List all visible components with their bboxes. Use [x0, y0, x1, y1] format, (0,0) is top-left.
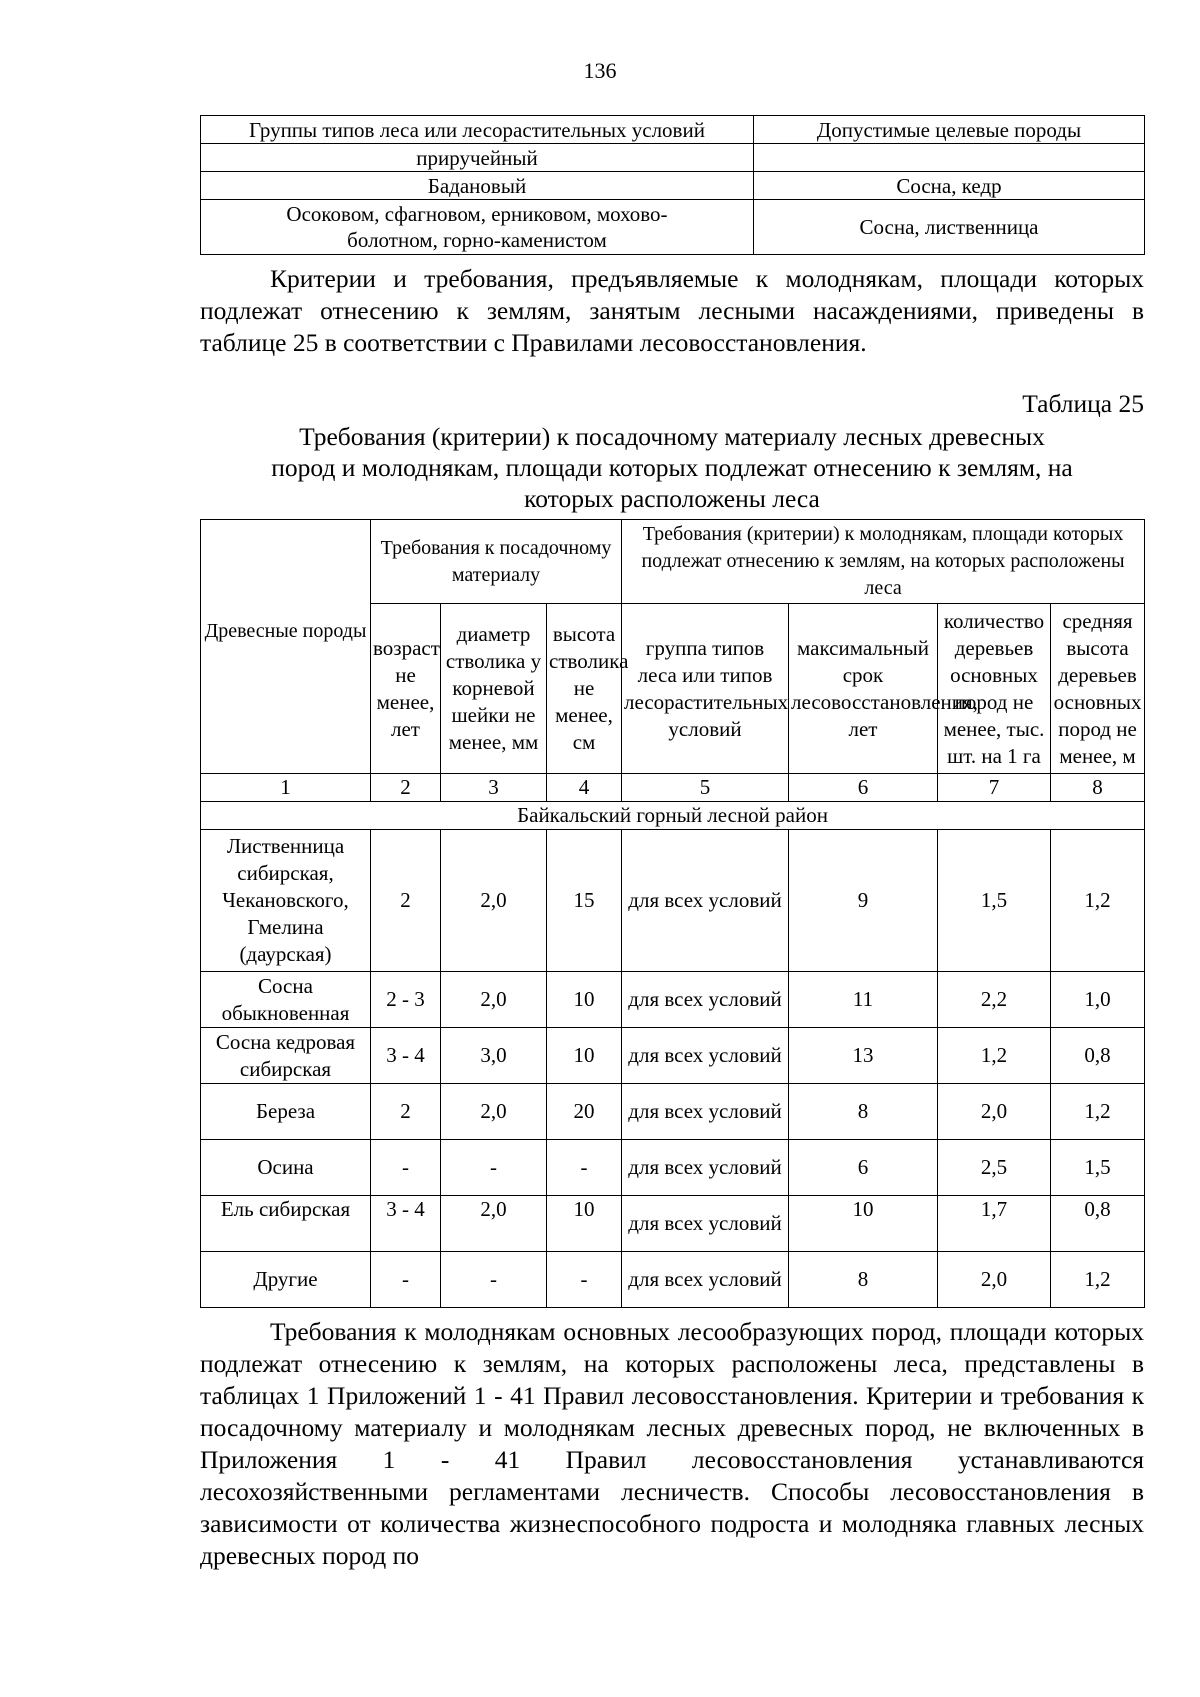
- table-title-line3: которых расположены леса: [524, 484, 820, 513]
- cell-group: приручейный: [201, 144, 754, 172]
- cell-group-line2: болотном, горно-каменистом: [347, 228, 607, 252]
- table-header-row: [201, 116, 1145, 144]
- cell-avg-height: 0,8: [1051, 1196, 1145, 1252]
- paragraph-criteria: [200, 263, 1144, 359]
- cell-diameter: 2,0: [441, 830, 547, 972]
- cell-term: 11: [789, 972, 938, 1028]
- cell-forest-group: для всех условий: [622, 972, 789, 1028]
- header-age: возраст не менее, лет: [371, 604, 441, 774]
- table-title-line2: пород и молоднякам, площади которых подлежат отнесению к землям, на: [271, 453, 1073, 482]
- table-row: [201, 200, 1145, 255]
- cell-age: -: [371, 1140, 441, 1196]
- cell-forest-group: для всех условий: [622, 1196, 789, 1252]
- cell-forest-group: для всех условий: [622, 1252, 789, 1308]
- table-row: [201, 1028, 1145, 1084]
- forest-groups-table: [200, 115, 1145, 255]
- column-numbers-row: [201, 774, 1145, 802]
- column-number: 2: [371, 774, 441, 802]
- cell-species: Сосна обыкновенная: [201, 972, 371, 1028]
- cell-avg-height: 1,5: [1051, 1140, 1145, 1196]
- table-title-line1: Требования (критерии) к посадочному материалу лесных древесных: [299, 422, 1045, 451]
- header-diameter: диаметр стволика у корневой шейки не менее, мм: [441, 604, 547, 774]
- header-avg-height: средняя высота деревьев основных пород не менее, м: [1051, 604, 1145, 774]
- cell-height: 15: [547, 830, 622, 972]
- column-number: 5: [622, 774, 789, 802]
- table-row: [201, 1084, 1145, 1140]
- cell-count: 2,0: [938, 1252, 1051, 1308]
- table-row: [201, 830, 1145, 972]
- cell-diameter: 2,0: [441, 1084, 547, 1140]
- cell-height: 10: [547, 1028, 622, 1084]
- cell-term: 13: [789, 1028, 938, 1084]
- cell-species: [754, 144, 1145, 172]
- cell-forest-group: для всех условий: [622, 1140, 789, 1196]
- header-young-stands: Требования (критерии) к молоднякам, площади которых подлежат отнесению к землям, на которых расположены леса: [622, 520, 1145, 604]
- cell-avg-height: 1,0: [1051, 972, 1145, 1028]
- cell-species: Сосна кедровая сибирская: [201, 1028, 371, 1084]
- cell-height: 20: [547, 1084, 622, 1140]
- cell-avg-height: 1,2: [1051, 830, 1145, 972]
- cell-avg-height: 1,2: [1051, 1084, 1145, 1140]
- cell-group: [201, 200, 754, 255]
- cell-species: Сосна, кедр: [754, 172, 1145, 200]
- column-number: 8: [1051, 774, 1145, 802]
- cell-species: Сосна, лиственница: [754, 200, 1145, 255]
- table-header-row: [201, 520, 1145, 604]
- paragraph-requirements-text: Требования к молоднякам основных лесообразующих пород, площади которых подлежат отнесению к землям, на которых расположены леса, представлены в таблицах 1 Приложений 1 - 41 Правил лесовосстановления. Критерии и требования к посадочному материалу и молоднякам лесных древесных пород, не включенных в Приложения 1 - 41 Правил лесовосстановления устанавливаются лесохозяйственными регламентами лесничеств. Способы лесовосстановления в зависимости от количества жизнеспособного подроста и молодняка главных лесных древесных пород по: [200, 1317, 1144, 1570]
- paragraph-requirements: [200, 1316, 1144, 1572]
- page-number: 136: [583, 58, 617, 83]
- cell-species: Осина: [201, 1140, 371, 1196]
- cell-height: 10: [547, 1196, 622, 1252]
- table-row: [201, 1252, 1145, 1308]
- cell-diameter: 3,0: [441, 1028, 547, 1084]
- table-row: [201, 172, 1145, 200]
- header-forest-type-group: группа типов леса или типов лесорастительных условий: [622, 604, 789, 774]
- cell-height: -: [547, 1252, 622, 1308]
- cell-height: 10: [547, 972, 622, 1028]
- requirements-table: [200, 519, 1145, 1308]
- cell-count: 1,7: [938, 1196, 1051, 1252]
- cell-term: 9: [789, 830, 938, 972]
- cell-count: 1,5: [938, 830, 1051, 972]
- cell-group: Бадановый: [201, 172, 754, 200]
- header-max-term: максимальный срок лесовосстановления, лет: [789, 604, 938, 774]
- header-species: Древесные породы: [201, 520, 371, 774]
- cell-forest-group: для всех условий: [622, 1084, 789, 1140]
- cell-avg-height: 0,8: [1051, 1028, 1145, 1084]
- cell-species: Лиственница сибирская, Чекановского, Гмелина (даурская): [201, 830, 371, 972]
- table-label: Таблица 25: [1022, 389, 1144, 418]
- cell-species: Другие: [201, 1252, 371, 1308]
- cell-diameter: 2,0: [441, 1196, 547, 1252]
- table-row: [201, 144, 1145, 172]
- header-height: высота стволика не менее, см: [547, 604, 622, 774]
- header-target-species: Допустимые целевые породы: [754, 116, 1145, 144]
- cell-species: Береза: [201, 1084, 371, 1140]
- table-row: [201, 1196, 1145, 1252]
- cell-age: 2 - 3: [371, 972, 441, 1028]
- cell-count: 2,5: [938, 1140, 1051, 1196]
- column-number: 4: [547, 774, 622, 802]
- column-number: 7: [938, 774, 1051, 802]
- cell-species: Ель сибирская: [201, 1196, 371, 1252]
- cell-group-line1: Осоковом, сфагновом, ерниковом, мохово-: [286, 202, 668, 226]
- cell-count: 2,2: [938, 972, 1051, 1028]
- cell-count: 2,0: [938, 1084, 1051, 1140]
- cell-age: 3 - 4: [371, 1196, 441, 1252]
- cell-avg-height: 1,2: [1051, 1252, 1145, 1308]
- column-number: 6: [789, 774, 938, 802]
- region-row: [201, 802, 1145, 830]
- cell-forest-group: для всех условий: [622, 1028, 789, 1084]
- cell-age: 2: [371, 830, 441, 972]
- cell-term: 8: [789, 1084, 938, 1140]
- cell-diameter: 2,0: [441, 972, 547, 1028]
- header-forest-groups: Группы типов леса или лесорастительных условий: [201, 116, 754, 144]
- header-planting-material: Требования к посадочному материалу: [371, 520, 622, 604]
- cell-age: 2: [371, 1084, 441, 1140]
- cell-term: 8: [789, 1252, 938, 1308]
- cell-forest-group: для всех условий: [622, 830, 789, 972]
- region-name: Байкальский горный лесной район: [201, 802, 1145, 830]
- cell-term: 6: [789, 1140, 938, 1196]
- header-tree-count: количество деревьев основных пород не менее, тыс. шт. на 1 га: [938, 604, 1051, 774]
- paragraph-criteria-text: Критерии и требования, предъявляемые к молоднякам, площади которых подлежат отнесению к землям, занятым лесными насаждениями, приведены в таблице 25 в соответствии с Правилами лесовосстановления.: [200, 264, 1144, 357]
- cell-age: 3 - 4: [371, 1028, 441, 1084]
- table-row: [201, 972, 1145, 1028]
- cell-term: 10: [789, 1196, 938, 1252]
- cell-age: -: [371, 1252, 441, 1308]
- cell-height: -: [547, 1140, 622, 1196]
- table-title: [200, 421, 1144, 514]
- cell-diameter: -: [441, 1140, 547, 1196]
- table-row: [201, 1140, 1145, 1196]
- column-number: 1: [201, 774, 371, 802]
- column-number: 3: [441, 774, 547, 802]
- cell-diameter: -: [441, 1252, 547, 1308]
- cell-count: 1,2: [938, 1028, 1051, 1084]
